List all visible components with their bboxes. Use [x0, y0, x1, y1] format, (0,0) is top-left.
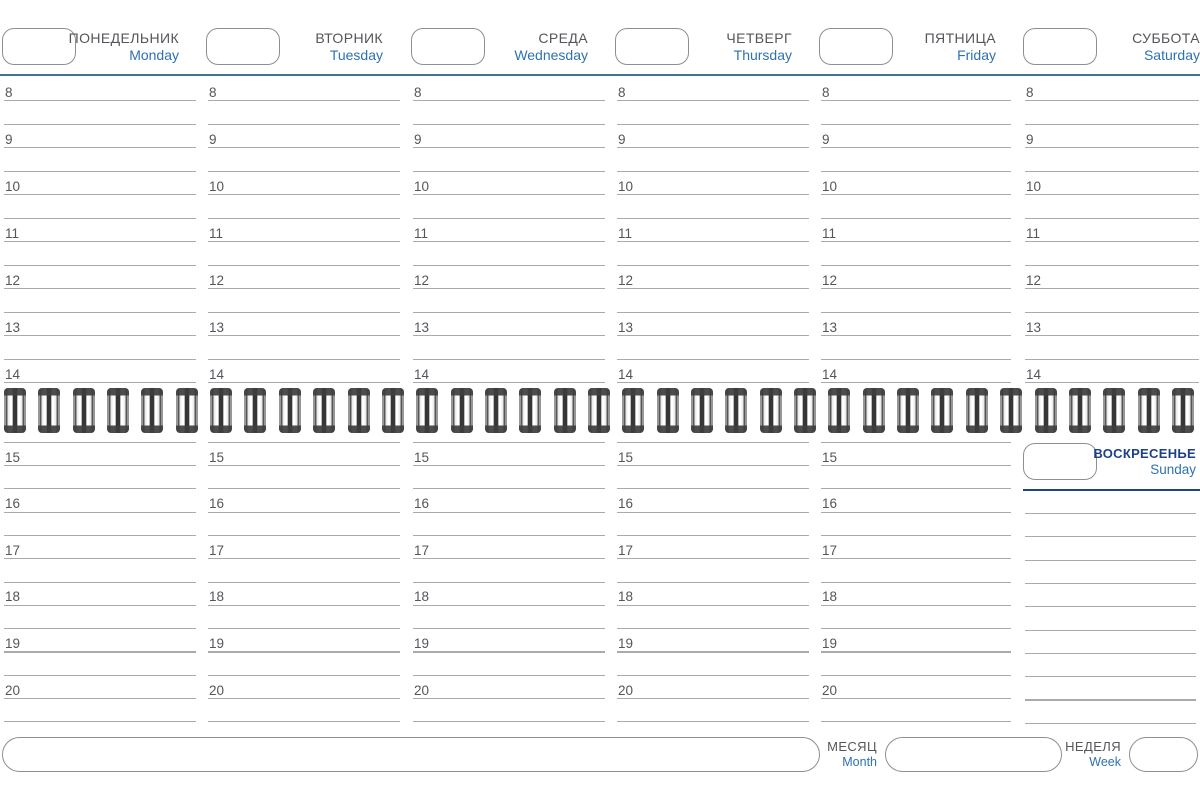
half-hour-rule: [413, 488, 605, 489]
hour-rule: [617, 288, 809, 289]
half-hour-rule: [4, 488, 196, 489]
hour-label: 13: [414, 319, 430, 335]
spiral-loop: [451, 388, 473, 433]
half-hour-rule: [617, 721, 809, 722]
half-hour-rule: [4, 312, 196, 313]
hour-label: 14: [5, 366, 21, 382]
hour-rule: [208, 147, 400, 148]
spiral-loop: [279, 388, 301, 433]
hour-rule: [413, 194, 605, 195]
hour-label: 9: [618, 131, 626, 147]
spiral-loop: [141, 388, 163, 433]
hour-label: 12: [5, 272, 21, 288]
hour-rule: [413, 335, 605, 336]
hour-label: 17: [5, 542, 21, 558]
hour-label: 18: [5, 589, 21, 605]
hour-rule: [4, 465, 196, 466]
day-name: [615, 30, 792, 63]
hour-label: 18: [618, 589, 634, 605]
hour-rule: [208, 512, 400, 513]
hour-label: 17: [209, 542, 225, 558]
writing-line: [1025, 630, 1196, 631]
hour-rule: [208, 465, 400, 466]
notes-field: [2, 737, 820, 772]
day-name: [411, 30, 588, 63]
writing-line: [1025, 699, 1196, 700]
half-hour-rule: [617, 628, 809, 629]
hour-label: 13: [822, 319, 838, 335]
hour-rule: [4, 512, 196, 513]
hour-label: 20: [414, 682, 430, 698]
half-hour-rule: [821, 265, 1011, 266]
hour-rule: [208, 288, 400, 289]
half-hour-rule: [413, 442, 605, 443]
half-hour-rule: [821, 535, 1011, 536]
half-hour-rule: [617, 218, 809, 219]
half-hour-rule: [1025, 124, 1199, 125]
spiral-loop: [1069, 388, 1091, 433]
hour-label: 17: [822, 542, 838, 558]
hour-label: 16: [414, 496, 430, 512]
spiral-loop: [794, 388, 816, 433]
week-label-en: Week: [1089, 755, 1121, 769]
spiral-loop: [1172, 388, 1194, 433]
half-hour-rule: [413, 675, 605, 676]
hour-label: 16: [822, 496, 838, 512]
hour-rule: [617, 335, 809, 336]
hour-label: 17: [618, 542, 634, 558]
half-hour-rule: [1025, 171, 1199, 172]
sunday-rule: [1023, 489, 1200, 491]
hour-label: 11: [414, 225, 429, 241]
half-hour-rule: [617, 442, 809, 443]
hour-label: 16: [209, 496, 225, 512]
writing-line: [1025, 560, 1196, 561]
hour-label: 16: [618, 496, 634, 512]
hour-rule: [821, 194, 1011, 195]
hour-label: 20: [209, 682, 225, 698]
half-hour-rule: [208, 721, 400, 722]
hour-label: 13: [618, 319, 634, 335]
half-hour-rule: [617, 265, 809, 266]
spiral-loop: [691, 388, 713, 433]
half-hour-rule: [208, 628, 400, 629]
hour-label: 15: [5, 449, 21, 465]
hour-label: 9: [414, 131, 422, 147]
spiral-loop: [966, 388, 988, 433]
hour-rule: [1025, 194, 1199, 195]
day-name-ru: ПЯТНИЦА: [924, 30, 996, 46]
hour-rule: [413, 241, 605, 242]
half-hour-rule: [208, 359, 400, 360]
hour-label: 16: [5, 496, 21, 512]
hour-rule: [208, 605, 400, 606]
hour-label: 15: [414, 449, 430, 465]
half-hour-rule: [413, 218, 605, 219]
hour-label: 13: [1026, 319, 1042, 335]
hour-label: 8: [209, 84, 217, 100]
writing-line: [1025, 606, 1196, 607]
spiral-loop: [657, 388, 679, 433]
day-name-en: Monday: [129, 47, 179, 63]
hour-rule: [208, 194, 400, 195]
half-hour-rule: [821, 721, 1011, 722]
spiral-loop: [38, 388, 60, 433]
hour-rule: [617, 698, 809, 699]
hour-label: 10: [414, 178, 430, 194]
hour-rule: [821, 698, 1011, 699]
hour-label: 15: [822, 449, 838, 465]
hour-rule: [617, 147, 809, 148]
hour-label: 8: [618, 84, 626, 100]
hour-rule: [821, 335, 1011, 336]
spiral-loop: [519, 388, 541, 433]
hour-label: 19: [209, 635, 225, 651]
month-field: [885, 737, 1062, 772]
hour-rule: [208, 335, 400, 336]
hour-rule: [4, 335, 196, 336]
hour-label: 12: [618, 272, 634, 288]
hour-rule: [4, 698, 196, 699]
hour-label: 20: [822, 682, 838, 698]
hour-rule: [4, 100, 196, 101]
half-hour-rule: [413, 171, 605, 172]
hour-label: 12: [1026, 272, 1042, 288]
half-hour-rule: [208, 312, 400, 313]
half-hour-rule: [1025, 359, 1199, 360]
sunday-name-ru: ВОСКРЕСЕНЬЕ: [1093, 446, 1196, 461]
hour-label: 13: [5, 319, 21, 335]
writing-line: [1025, 723, 1196, 724]
hour-label: 17: [414, 542, 430, 558]
hour-rule: [4, 147, 196, 148]
half-hour-rule: [617, 535, 809, 536]
half-hour-rule: [4, 359, 196, 360]
half-hour-rule: [4, 535, 196, 536]
day-name-en: Saturday: [1143, 47, 1200, 63]
half-hour-rule: [413, 359, 605, 360]
hour-rule: [821, 651, 1011, 652]
hour-label: 8: [822, 84, 830, 100]
hour-rule: [617, 605, 809, 606]
hour-label: 10: [209, 178, 225, 194]
hour-label: 14: [822, 366, 838, 382]
day-name: [1023, 30, 1200, 63]
hour-rule: [617, 512, 809, 513]
spiral-loop: [554, 388, 576, 433]
half-hour-rule: [821, 359, 1011, 360]
spiral-loop: [622, 388, 644, 433]
hour-label: 18: [209, 589, 225, 605]
hour-rule: [413, 558, 605, 559]
half-hour-rule: [821, 442, 1011, 443]
hour-label: 18: [414, 589, 430, 605]
hour-rule: [617, 100, 809, 101]
half-hour-rule: [4, 628, 196, 629]
hour-rule: [821, 512, 1011, 513]
spiral-loop: [485, 388, 507, 433]
writing-line: [1025, 583, 1196, 584]
hour-rule: [617, 651, 809, 652]
hour-rule: [1025, 147, 1199, 148]
hour-rule: [617, 558, 809, 559]
spiral-loop: [382, 388, 404, 433]
hour-rule: [4, 651, 196, 652]
half-hour-rule: [821, 124, 1011, 125]
header-rule: [0, 74, 1200, 77]
hour-rule: [413, 698, 605, 699]
day-name-ru: ВТОРНИК: [315, 30, 383, 46]
day-name: [819, 30, 996, 63]
half-hour-rule: [208, 582, 400, 583]
hour-rule: [1025, 100, 1199, 101]
day-name-en: Friday: [957, 47, 996, 63]
half-hour-rule: [4, 265, 196, 266]
half-hour-rule: [208, 265, 400, 266]
sunday-name-en: Sunday: [1150, 462, 1196, 477]
day-name-ru: СУББОТА: [1132, 30, 1200, 46]
hour-label: 9: [5, 131, 13, 147]
half-hour-rule: [4, 721, 196, 722]
writing-line: [1025, 653, 1196, 654]
day-name: [2, 30, 179, 63]
spiral-loop: [725, 388, 747, 433]
hour-label: 19: [822, 635, 838, 651]
hour-label: 9: [822, 131, 830, 147]
week-label-ru: НЕДЕЛЯ: [1065, 739, 1121, 754]
spiral-loop: [210, 388, 232, 433]
half-hour-rule: [413, 582, 605, 583]
hour-rule: [4, 288, 196, 289]
hour-rule: [4, 382, 196, 383]
hour-rule: [208, 558, 400, 559]
half-hour-rule: [413, 312, 605, 313]
half-hour-rule: [4, 675, 196, 676]
hour-rule: [821, 558, 1011, 559]
day-name-en: Thursday: [733, 47, 792, 63]
month-label: [827, 740, 877, 769]
day-name-ru: ПОНЕДЕЛЬНИК: [68, 30, 179, 46]
half-hour-rule: [1025, 218, 1199, 219]
hour-rule: [208, 241, 400, 242]
hour-label: 11: [822, 225, 837, 241]
hour-label: 8: [414, 84, 422, 100]
hour-label: 14: [414, 366, 430, 382]
day-name-ru: ЧЕТВЕРГ: [726, 30, 792, 46]
hour-rule: [413, 147, 605, 148]
spiral-loop: [897, 388, 919, 433]
spiral-loop: [1000, 388, 1022, 433]
hour-rule: [413, 651, 605, 652]
half-hour-rule: [617, 359, 809, 360]
half-hour-rule: [821, 628, 1011, 629]
spiral-loop: [313, 388, 335, 433]
hour-label: 13: [209, 319, 225, 335]
hour-label: 10: [822, 178, 838, 194]
half-hour-rule: [208, 442, 400, 443]
hour-label: 14: [1026, 366, 1042, 382]
half-hour-rule: [1025, 265, 1199, 266]
hour-label: 12: [209, 272, 225, 288]
spiral-loop: [348, 388, 370, 433]
spiral-loop: [4, 388, 26, 433]
hour-rule: [821, 147, 1011, 148]
writing-line: [1025, 513, 1196, 514]
hour-label: 11: [1026, 225, 1041, 241]
half-hour-rule: [4, 218, 196, 219]
hour-rule: [413, 512, 605, 513]
hour-label: 12: [414, 272, 430, 288]
spiral-loop: [416, 388, 438, 433]
hour-rule: [617, 382, 809, 383]
hour-rule: [208, 100, 400, 101]
spiral-loop: [760, 388, 782, 433]
hour-label: 20: [5, 682, 21, 698]
half-hour-rule: [413, 124, 605, 125]
hour-rule: [208, 382, 400, 383]
hour-rule: [1025, 288, 1199, 289]
hour-label: 12: [822, 272, 838, 288]
hour-rule: [617, 241, 809, 242]
half-hour-rule: [4, 124, 196, 125]
writing-line: [1025, 536, 1196, 537]
half-hour-rule: [821, 218, 1011, 219]
hour-label: 8: [5, 84, 13, 100]
half-hour-rule: [821, 171, 1011, 172]
day-name-en: Wednesday: [514, 47, 588, 63]
half-hour-rule: [617, 124, 809, 125]
half-hour-rule: [413, 721, 605, 722]
hour-label: 14: [209, 366, 225, 382]
hour-label: 11: [618, 225, 633, 241]
spiral-loop: [1035, 388, 1057, 433]
half-hour-rule: [413, 628, 605, 629]
month-label-ru: МЕСЯЦ: [827, 739, 877, 754]
day-name-en: Tuesday: [329, 47, 383, 63]
hour-label: 18: [822, 589, 838, 605]
hour-rule: [821, 241, 1011, 242]
hour-rule: [821, 100, 1011, 101]
hour-label: 10: [1026, 178, 1042, 194]
half-hour-rule: [821, 582, 1011, 583]
half-hour-rule: [208, 124, 400, 125]
hour-rule: [208, 651, 400, 652]
hour-rule: [617, 465, 809, 466]
hour-label: 14: [618, 366, 634, 382]
hour-label: 8: [1026, 84, 1034, 100]
hour-rule: [4, 194, 196, 195]
spiral-loop: [244, 388, 266, 433]
hour-label: 20: [618, 682, 634, 698]
hour-rule: [1025, 335, 1199, 336]
hour-rule: [821, 605, 1011, 606]
week-field: [1129, 737, 1198, 772]
hour-rule: [821, 382, 1011, 383]
hour-label: 19: [414, 635, 430, 651]
hour-rule: [413, 605, 605, 606]
half-hour-rule: [617, 675, 809, 676]
month-label-en: Month: [842, 755, 877, 769]
hour-rule: [4, 558, 196, 559]
hour-rule: [208, 698, 400, 699]
spiral-loop: [1103, 388, 1125, 433]
hour-rule: [821, 465, 1011, 466]
half-hour-rule: [617, 171, 809, 172]
hour-label: 10: [5, 178, 21, 194]
hour-label: 11: [5, 225, 20, 241]
half-hour-rule: [617, 312, 809, 313]
spiral-loop: [863, 388, 885, 433]
spiral-loop: [176, 388, 198, 433]
half-hour-rule: [208, 171, 400, 172]
day-name: [206, 30, 383, 63]
half-hour-rule: [821, 488, 1011, 489]
hour-rule: [1025, 382, 1199, 383]
spiral-loop: [73, 388, 95, 433]
half-hour-rule: [208, 675, 400, 676]
half-hour-rule: [4, 582, 196, 583]
half-hour-rule: [413, 265, 605, 266]
half-hour-rule: [4, 442, 196, 443]
half-hour-rule: [821, 312, 1011, 313]
hour-rule: [413, 465, 605, 466]
hour-label: 10: [618, 178, 634, 194]
spiral-loop: [107, 388, 129, 433]
hour-rule: [1025, 241, 1199, 242]
writing-line: [1025, 676, 1196, 677]
half-hour-rule: [208, 535, 400, 536]
day-name-ru: СРЕДА: [538, 30, 588, 46]
hour-label: 19: [5, 635, 21, 651]
hour-label: 15: [209, 449, 225, 465]
half-hour-rule: [4, 171, 196, 172]
week-label: [1065, 740, 1121, 769]
spiral-loop: [1138, 388, 1160, 433]
hour-label: 15: [618, 449, 634, 465]
hour-rule: [413, 100, 605, 101]
hour-label: 9: [1026, 131, 1034, 147]
hour-label: 19: [618, 635, 634, 651]
half-hour-rule: [1025, 312, 1199, 313]
hour-rule: [413, 288, 605, 289]
hour-rule: [4, 241, 196, 242]
hour-rule: [4, 605, 196, 606]
half-hour-rule: [208, 218, 400, 219]
half-hour-rule: [413, 535, 605, 536]
hour-rule: [617, 194, 809, 195]
spiral-loop: [931, 388, 953, 433]
sunday-name: [1023, 446, 1196, 477]
half-hour-rule: [617, 582, 809, 583]
spiral-loop: [588, 388, 610, 433]
hour-rule: [413, 382, 605, 383]
spiral-loop: [828, 388, 850, 433]
half-hour-rule: [617, 488, 809, 489]
half-hour-rule: [208, 488, 400, 489]
hour-label: 11: [209, 225, 224, 241]
hour-label: 9: [209, 131, 217, 147]
hour-rule: [821, 288, 1011, 289]
half-hour-rule: [821, 675, 1011, 676]
